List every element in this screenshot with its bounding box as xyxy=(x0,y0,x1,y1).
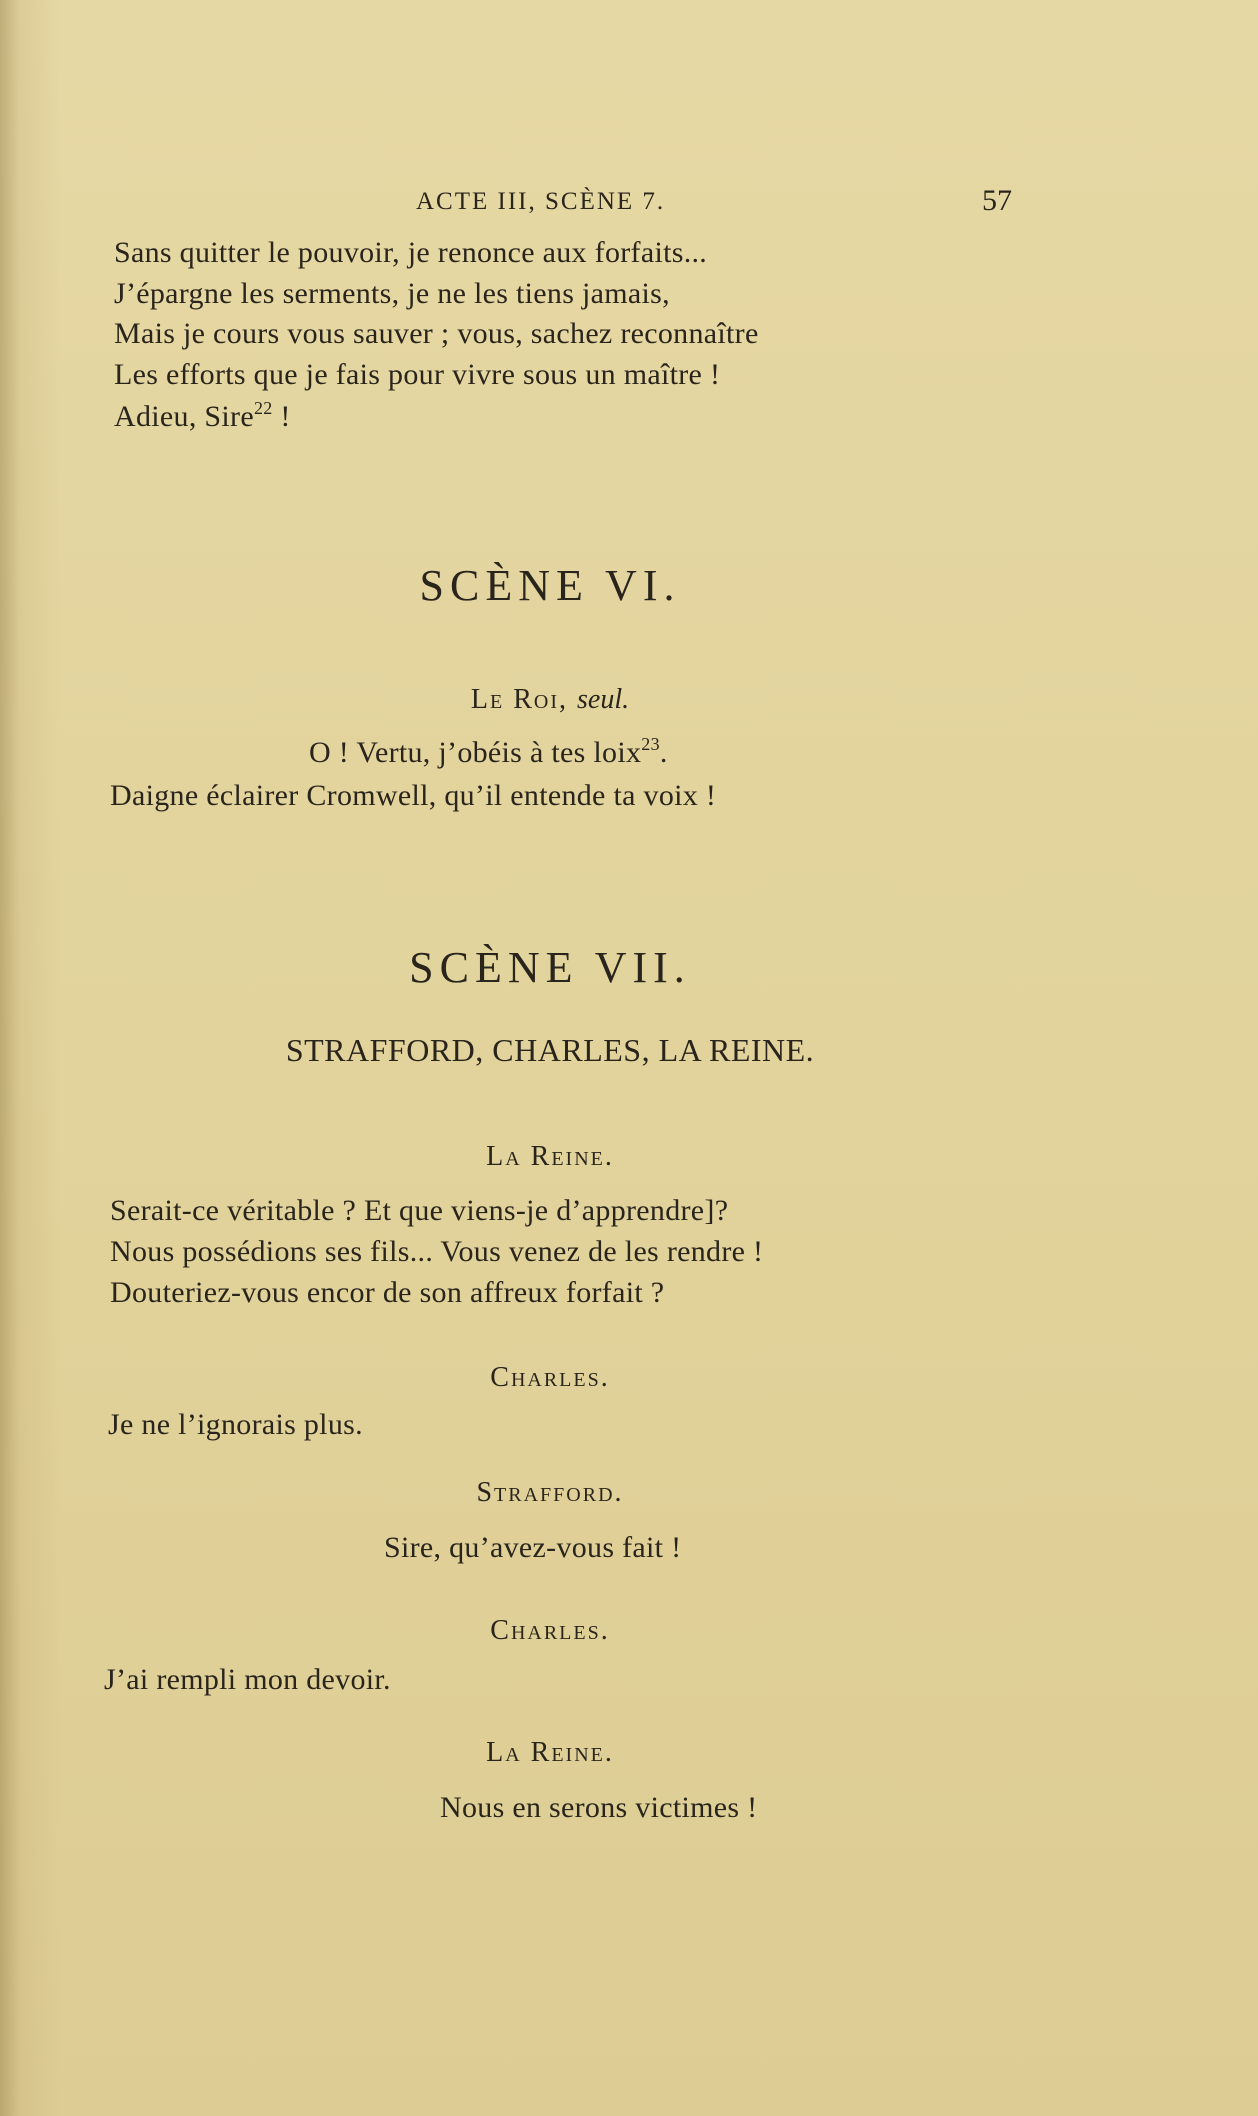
speaker-name: La Reine. xyxy=(486,1141,614,1172)
verse-text: Adieu, Sire xyxy=(114,400,254,433)
verse-text: ! xyxy=(272,400,291,433)
verse-line: Daigne éclairer Cromwell, qu’il entende ta voix ! xyxy=(110,779,717,812)
stage-direction: seul. xyxy=(577,684,630,715)
footnote-ref: 22 xyxy=(253,398,273,418)
cast-list: STRAFFORD, CHARLES, LA REINE. xyxy=(285,1032,815,1068)
verse-line: J’ai rempli mon devoir. xyxy=(104,1663,391,1696)
verse-line: Les efforts que je fais pour vivre sous un maître ! xyxy=(114,358,721,391)
speaker-name xyxy=(0,684,1100,716)
footnote-ref: 23 xyxy=(641,734,660,754)
verse-line: J’épargne les serments, je ne les tiens jamais, xyxy=(114,277,670,310)
verse-line: Nous en serons victimes ! xyxy=(440,1791,758,1824)
running-head: ACTE III, SCÈNE 7. xyxy=(416,188,666,215)
verse-text: O ! Vertu, j’obéis à tes loix xyxy=(309,736,642,769)
speaker-name: Charles. xyxy=(490,1615,610,1646)
scene-title: SCÈNE VI. xyxy=(419,561,681,610)
scene-title: SCÈNE VII. xyxy=(409,943,691,992)
verse-line: Nous possédions ses fils... Vous venez de les rendre ! xyxy=(110,1235,764,1268)
verse-line: Je ne l’ignorais plus. xyxy=(108,1408,363,1441)
verse-text: . xyxy=(659,736,668,769)
page-number: 57 xyxy=(982,184,1012,217)
verse-line: Mais je cours vous sauver ; vous, sachez reconnaître xyxy=(114,317,759,350)
verse-line xyxy=(309,736,668,770)
verse-line: Serait-ce véritable ? Et que viens-je d’apprendre]? xyxy=(110,1194,729,1227)
speaker-name: Strafford. xyxy=(476,1477,624,1508)
verse-line: Sire, qu’avez-vous fait ! xyxy=(384,1531,682,1564)
verse-line: Sans quitter le pouvoir, je renonce aux forfaits... xyxy=(114,236,708,269)
speaker-label: Le Roi, xyxy=(470,684,568,715)
verse-line: Douteriez-vous encor de son affreux forfait ? xyxy=(110,1276,665,1309)
speaker-name: Charles. xyxy=(490,1362,610,1393)
verse-line xyxy=(114,400,291,434)
speaker-name: La Reine. xyxy=(486,1737,614,1768)
